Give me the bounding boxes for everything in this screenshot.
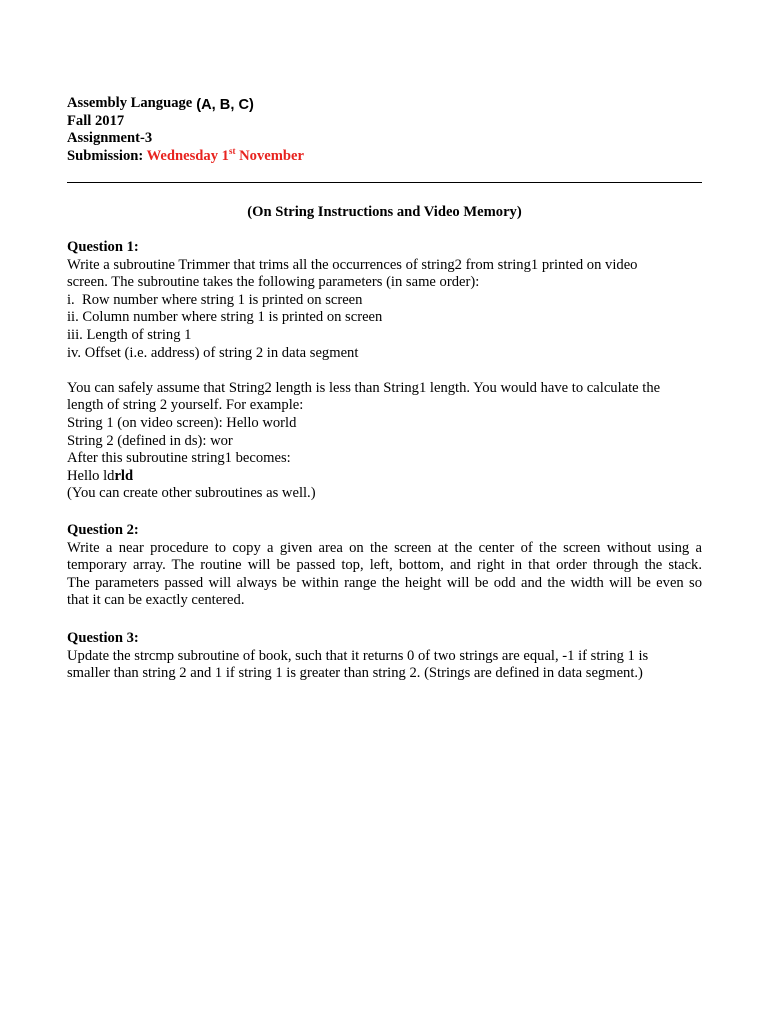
question-3-heading: Question 3: — [67, 630, 139, 646]
question-3-line: smaller than string 2 and 1 if string 1 is greater than string 2. (Strings are defined in data segment.) — [67, 665, 643, 682]
question-2-heading: Question 2: — [67, 522, 139, 538]
submission-line — [67, 145, 702, 166]
question-3-line: Update the strcmp subroutine of book, such that it returns 0 of two strings are equal, -1 if string 1 is — [67, 647, 649, 664]
question-1-param: ii. Column number where string 1 is printed on screen — [67, 309, 383, 326]
question-1-param: i. Row number where string 1 is printed on screen — [67, 291, 363, 308]
course-name: Assembly Language — [67, 95, 193, 111]
assignment-number: Assignment-3 — [67, 130, 153, 147]
assignment-page — [67, 95, 702, 682]
header-divider — [67, 182, 702, 183]
question-1-heading: Question 1: — [67, 239, 139, 255]
question-1-line: Write a subroutine Trimmer that trims all the occurrences of string2 from string1 printed on video — [67, 256, 638, 273]
term: Fall 2017 — [67, 112, 125, 129]
question-1-param: iii. Length of string 1 — [67, 326, 192, 343]
question-1-result-bold: rld — [114, 467, 134, 484]
submission-month: November — [239, 147, 304, 164]
question-2-line: Write a near procedure to copy a given area on the screen at the center of the screen without using a — [67, 539, 702, 556]
course-title — [67, 95, 702, 113]
question-2 — [67, 522, 702, 610]
question-1-line: length of string 2 yourself. For example: — [67, 397, 304, 414]
question-3 — [67, 630, 702, 683]
question-1-line: After this subroutine string1 becomes: — [67, 450, 291, 467]
question-2-line: The parameters passed will always be within range the height will be odd and the width will be even so — [67, 574, 702, 591]
question-2-line: temporary array. The routine will be passed top, left, bottom, and right in that order through the stack. — [67, 557, 702, 574]
question-1-note: (You can create other subroutines as well.) — [67, 485, 316, 502]
question-1-param: iv. Offset (i.e. address) of string 2 in data segment — [67, 344, 359, 361]
question-1 — [67, 239, 702, 503]
question-1-example: String 1 (on video screen): Hello world — [67, 414, 297, 431]
submission-label: Submission: — [67, 147, 144, 164]
question-1-result-plain: Hello ld — [67, 467, 115, 484]
question-1-example: String 2 (defined in ds): wor — [67, 432, 233, 449]
question-1-line: screen. The subroutine takes the following parameters (in same order): — [67, 274, 480, 291]
question-2-text — [67, 540, 702, 610]
question-1-line: You can safely assume that String2 length is less than String1 length. You would have to calculate the — [67, 379, 661, 396]
submission-ordinal: st — [228, 145, 236, 156]
assignment-topic: (On String Instructions and Video Memory) — [247, 204, 522, 220]
question-1-result — [67, 468, 702, 486]
submission-day: Wednesday 1 — [146, 147, 229, 164]
document-header — [67, 95, 702, 165]
question-2-line: that it can be exactly centered. — [67, 592, 245, 609]
submission-date — [146, 145, 304, 164]
course-sections: (A, B, C) — [196, 97, 254, 113]
